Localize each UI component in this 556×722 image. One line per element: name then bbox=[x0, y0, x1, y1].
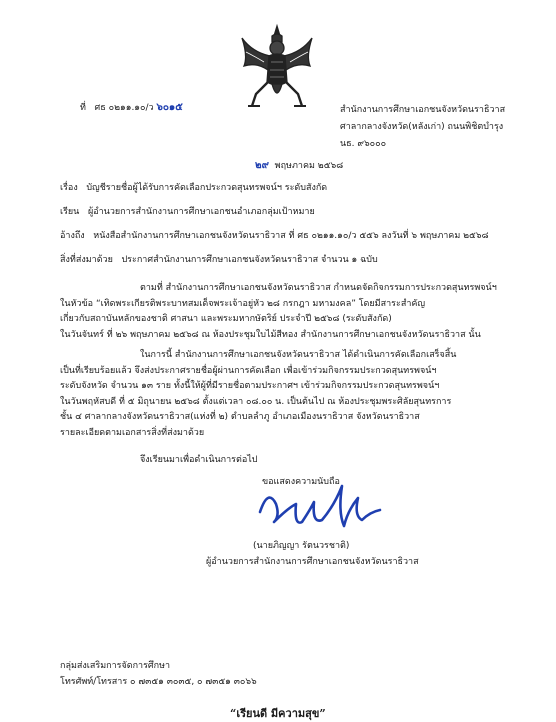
signer-title: ผู้อำนวยการสำนักงานการศึกษาเอกชนจังหวัดนราธิวาส bbox=[206, 557, 419, 567]
enclosure-label: สิ่งที่ส่งมาด้วย bbox=[60, 255, 113, 265]
subject-line bbox=[60, 182, 327, 194]
document-number bbox=[80, 102, 183, 114]
sender-postcode: นธ. ๙๖๐๐๐ bbox=[340, 139, 387, 149]
document-number-handwritten: ๖๐๑๕ bbox=[156, 102, 183, 113]
sender-address bbox=[340, 102, 505, 153]
recipient-text: ผู้อำนวยการสำนักงานการศึกษาเอกชนอำเภอกลุ่มเป้าหมาย bbox=[87, 207, 315, 217]
reference-text: หนังสือสำนักงานการศึกษาเอกชนจังหวัดนราธิวาส ที่ ศธ ๐๒๑๑.๑๐/ว ๕๕๖ ลงวันที่ ๖ พฤษภาคม ๒๕๖๘ bbox=[93, 231, 489, 241]
garuda-emblem-icon bbox=[238, 22, 316, 118]
paragraph-line: ในวันพฤหัสบดี ที่ ๕ มิถุนายน ๒๕๖๘ ตั้งแต่เวลา ๐๘.๐๐ น. เป็นต้นไป ณ ห้องประชุมพระศิลัยสุนทรการ bbox=[60, 396, 452, 407]
paragraph-line: ชั้น ๔ ศาลากลางจังหวัดนราธิวาส(แห่งที่ ๒) ตำบลลำภู อำเภอเมืองนราธิวาส จังหวัดนราธิวาส bbox=[60, 412, 420, 422]
closing-request: จึงเรียนมาเพื่อดำเนินการต่อไป bbox=[140, 455, 258, 465]
signature-icon bbox=[258, 482, 384, 538]
date-day-handwritten: ๒๙ bbox=[255, 160, 269, 171]
document-number-value: ศธ ๐๒๑๑.๑๐/ว bbox=[94, 103, 154, 113]
recipient-line bbox=[60, 206, 315, 218]
footer-department: กลุ่มส่งเสริมการจัดการศึกษา bbox=[60, 661, 171, 671]
subject-label: เรื่อง bbox=[60, 183, 78, 193]
sender-office: สำนักงานการศึกษาเอกชนจังหวัดนราธิวาส bbox=[340, 105, 506, 115]
recipient-label: เรียน bbox=[60, 207, 80, 217]
paragraph-line: เป็นที่เรียบร้อยแล้ว จึงส่งประกาศรายชื่อผู้ผ่านการคัดเลือก เพื่อเข้าร่วมกิจกรรมประกวดสุนทรพจน์ฯ bbox=[60, 365, 437, 376]
paragraph-line: เกี่ยวกับสถาบันหลักของชาติ ศาสนา และพระมหากษัตริย์ ประจำปี ๒๕๖๘ (ระดับสังกัด) bbox=[60, 314, 392, 324]
paragraph-line: ตามที่ สำนักงานการศึกษาเอกชนจังหวัดนราธิวาส กำหนดจัดกิจกรรมการประกวดสุนทรพจน์ฯ bbox=[140, 283, 497, 293]
paragraph-line: ในหัวข้อ “เทิดพระเกียรติพระบาทสมเด็จพระเจ้าอยู่หัว ๒๘ กรกฎา มหามงคล” โดยมีสาระสำคัญ bbox=[60, 298, 426, 309]
sender-street: ศาลากลางจังหวัด(หลังเก่า) ถนนพิชิตบำรุง bbox=[340, 122, 504, 132]
signer-name: (นายภิญญา รัตนวรชาติ) bbox=[253, 541, 350, 551]
enclosure-text: ประกาศสำนักงานการศึกษาเอกชนจังหวัดนราธิวาส จำนวน ๑ ฉบับ bbox=[121, 255, 378, 265]
subject-text: บัญชีรายชื่อผู้ได้รับการคัดเลือกประกวดสุนทรพจน์ฯ ระดับสังกัด bbox=[86, 183, 328, 193]
closing-salutation: ขอแสดงความนับถือ bbox=[262, 477, 340, 487]
paragraph-line: ระดับจังหวัด จำนวน ๑๓ ราย ทั้งนี้ให้ผู้ที่มีรายชื่อตามประกาศฯ เข้าร่วมกิจกรรมประกวดสุนทรพจน์ฯ bbox=[60, 381, 440, 391]
enclosure-line bbox=[60, 254, 378, 266]
paragraph-line: ในวันจันทร์ ที่ ๒๖ พฤษภาคม ๒๕๖๘ ณ ห้องประชุมใบไม้สีทอง สำนักงานการศึกษาเอกชนจังหวัดนราธิวาส นั้น bbox=[60, 329, 481, 340]
reference-line bbox=[60, 230, 489, 242]
paragraph-action bbox=[60, 348, 456, 441]
paragraph-line: รายละเอียดตามเอกสารสิ่งที่ส่งมาด้วย bbox=[60, 427, 205, 438]
motto: “เรียนดี มีความสุข” bbox=[230, 707, 326, 720]
document-number-label: ที่ bbox=[80, 103, 86, 113]
reference-label: อ้างถึง bbox=[60, 231, 85, 241]
date-month-year: พฤษภาคม ๒๕๖๘ bbox=[274, 161, 344, 171]
footer-contact: โทรศัพท์/โทรสาร ๐ ๗๓๕๑ ๓๐๓๕, ๐ ๗๓๕๑ ๓๐๖๖ bbox=[60, 677, 257, 687]
paragraph-line: ในการนี้ สำนักงานการศึกษาเอกชนจังหวัดนราธิวาส ได้ดำเนินการคัดเลือกเสร็จสิ้น bbox=[140, 350, 457, 360]
paragraph-background bbox=[60, 281, 497, 343]
document-date bbox=[255, 160, 343, 172]
